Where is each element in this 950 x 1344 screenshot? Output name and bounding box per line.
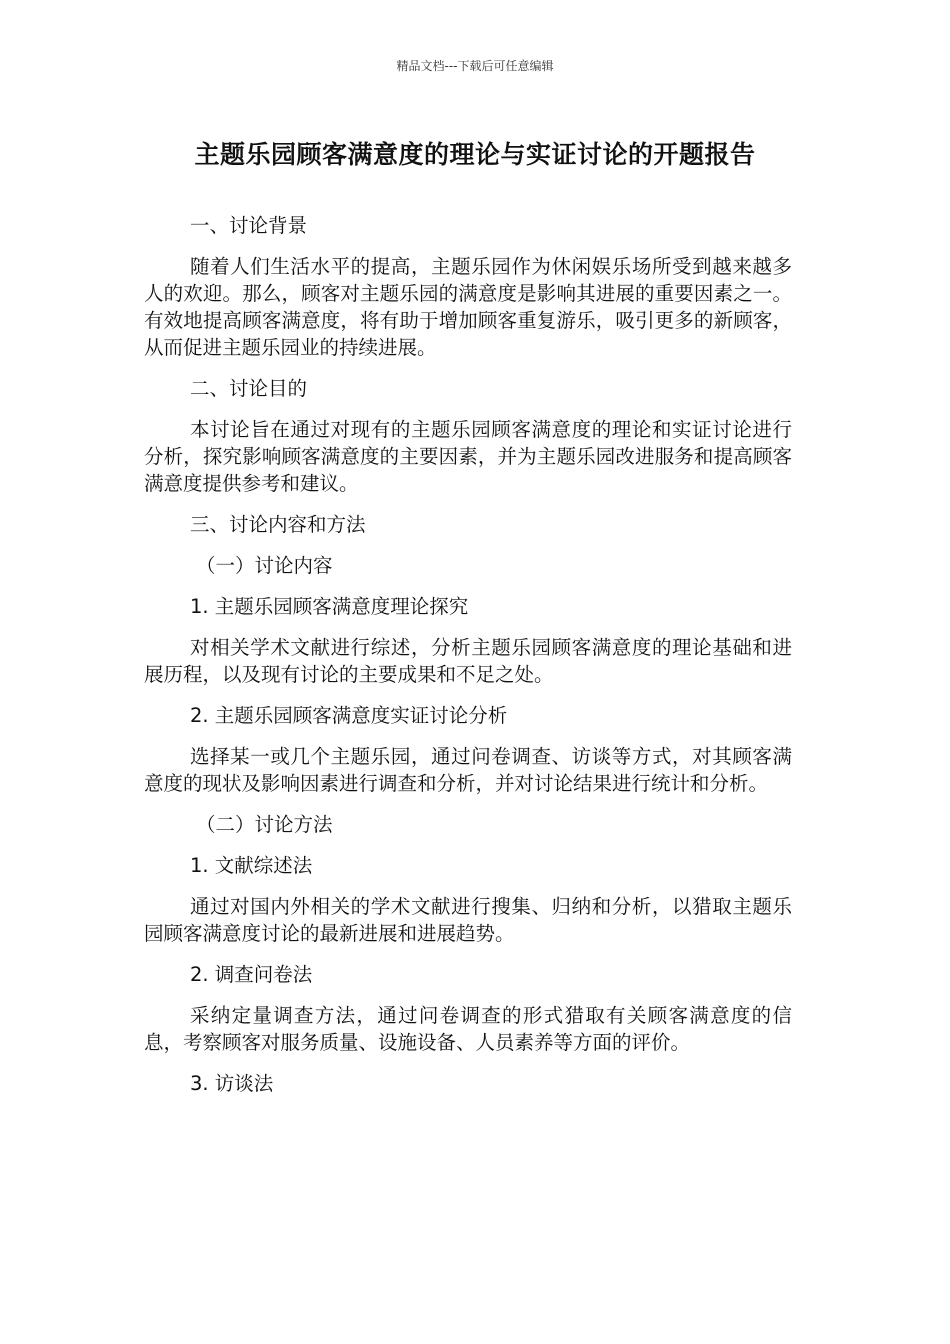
paragraph: 采纳定量调查方法，通过问卷调查的形式猎取有关顾客满意度的信息，考察顾客对服务质量、设施设备、人员素养等方面的评价。	[144, 1004, 792, 1054]
subsection-heading: （一）讨论内容	[196, 554, 333, 577]
paragraph: 通过对国内外相关的学术文献进行搜集、归纳和分析，以猎取主题乐园顾客满意度讨论的最新进展和进展趋势。	[144, 895, 792, 945]
section-heading: 二、讨论目的	[190, 377, 308, 400]
section-heading: 三、讨论内容和方法	[190, 513, 366, 536]
paragraph: 选择某一或几个主题乐园，通过问卷调查、访谈等方式，对其顾客满意度的现状及影响因素进行调查和分析，并对讨论结果进行统计和分析。	[144, 745, 792, 795]
item-heading: 1. 文献综述法	[190, 854, 313, 877]
document-body	[144, 212, 792, 1111]
subsection-heading: （二）讨论方法	[196, 813, 333, 836]
paragraph: 对相关学术文献进行综述，分析主题乐园顾客满意度的理论基础和进展历程，以及现有讨论的主要成果和不足之处。	[144, 636, 792, 686]
document-title: 主题乐园顾客满意度的理论与实证讨论的开题报告	[194, 140, 756, 169]
item-heading: 1. 主题乐园顾客满意度理论探究	[190, 595, 469, 618]
item-heading: 2. 主题乐园顾客满意度实证讨论分析	[190, 704, 508, 727]
paragraph: 随着人们生活水平的提高，主题乐园作为休闲娱乐场所受到越来越多人的欢迎。那么，顾客对主题乐园的满意度是影响其进展的重要因素之一。有效地提高顾客满意度，将有助于增加顾客重复游乐，吸引更多的新顾客，从而促进主题乐园业的持续进展。	[144, 255, 792, 359]
item-heading: 2. 调查问卷法	[190, 963, 313, 986]
paragraph: 本讨论旨在通过对现有的主题乐园顾客满意度的理论和实证讨论进行分析，探究影响顾客满意度的主要因素，并为主题乐园改进服务和提高顾客满意度提供参考和建议。	[144, 418, 792, 495]
header-note: 精品文档---下载后可任意编辑	[396, 59, 554, 73]
section-heading: 一、讨论背景	[190, 214, 308, 237]
item-heading: 3. 访谈法	[190, 1072, 274, 1095]
